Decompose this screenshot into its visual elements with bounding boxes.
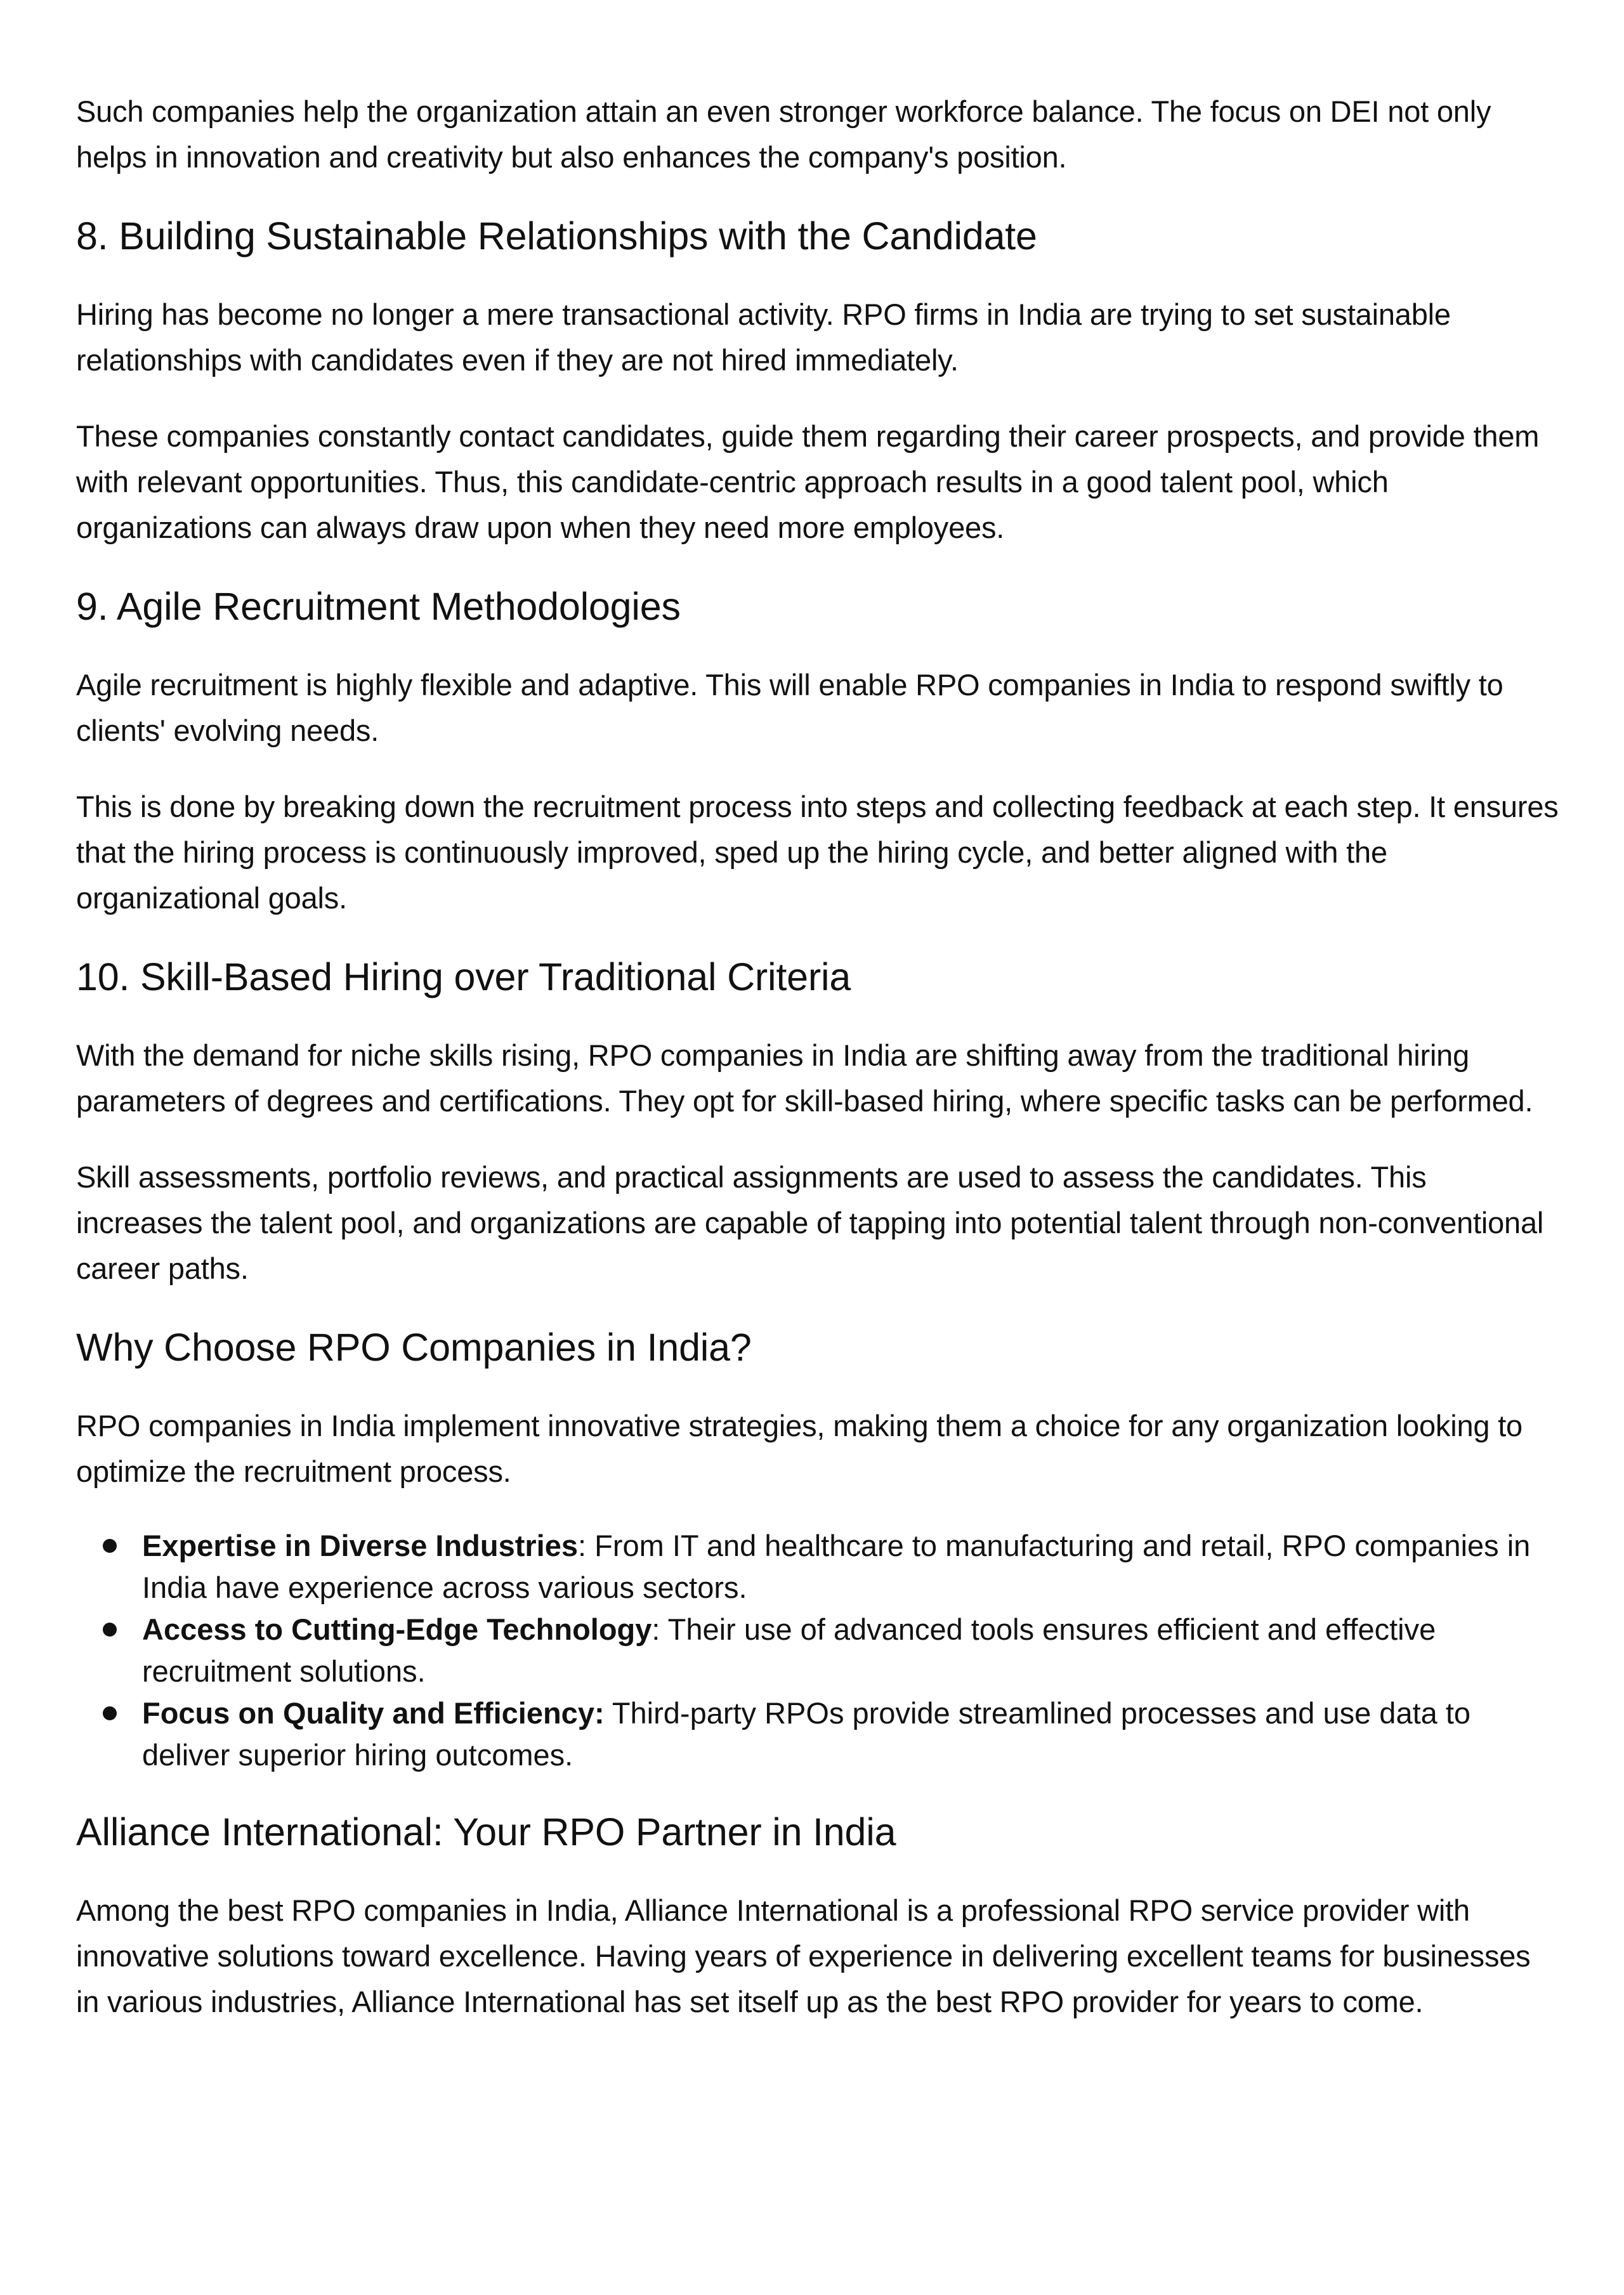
section-10-paragraph-1: With the demand for niche skills rising, RPO companies in India are shifting away from the traditional hiring parameters of degrees and certifications. They opt for skill-based hiring, where specific tasks can be performed. xyxy=(76,1038,1533,1118)
list-item-text: Third-party RPOs provide streamlined processes and use data to deliver superior hiring outcomes. xyxy=(142,1696,1471,1772)
benefits-list xyxy=(76,1525,1561,1776)
section-8-paragraph-1: Hiring has become no longer a mere transactional activity. RPO firms in India are trying to set sustainable relationships with candidates even if they are not hired immediately. xyxy=(76,298,1451,377)
section-8-paragraph-2: These companies constantly contact candidates, guide them regarding their career prospects, and provide them with relevant opportunities. Thus, this candidate-centric approach results in a good talent pool, which organizations can always draw upon when they need more employees. xyxy=(76,419,1540,544)
section-9-heading: 9. Agile Recruitment Methodologies xyxy=(76,585,681,628)
list-item-text: : From IT and healthcare to manufacturing and retail, RPO companies in India have experience across various sectors. xyxy=(142,1529,1531,1604)
section-10-heading: 10. Skill-Based Hiring over Traditional Criteria xyxy=(76,955,851,998)
bullet-icon xyxy=(103,1623,117,1637)
alliance-paragraph: Among the best RPO companies in India, Alliance International is a professional RPO service provider with innovative solutions toward excellence. Having years of experience in delivering excellent teams for businesses in various industries, Alliance International has set itself up as the best RPO provider for years to come. xyxy=(76,1893,1531,2018)
list-item xyxy=(76,1525,1561,1609)
list-item xyxy=(76,1609,1561,1692)
bullet-icon xyxy=(103,1706,117,1720)
document-page xyxy=(76,89,1561,2025)
list-item xyxy=(76,1692,1561,1776)
list-item-bold: Focus on Quality and Efficiency: xyxy=(142,1696,605,1730)
section-9-paragraph-2: This is done by breaking down the recruitment process into steps and collecting feedback at each step. It ensures that the hiring process is continuously improved, sped up the hiring cycle, and better aligned with the organizational goals. xyxy=(76,790,1559,915)
intro-paragraph: Such companies help the organization attain an even stronger workforce balance. The focus on DEI not only helps in innovation and creativity but also enhances the company's position. xyxy=(76,95,1491,174)
why-choose-paragraph: RPO companies in India implement innovative strategies, making them a choice for any organization looking to optimize the recruitment process. xyxy=(76,1409,1523,1488)
list-item-text: : Their use of advanced tools ensures efficient and effective recruitment solutions. xyxy=(142,1612,1436,1688)
alliance-heading: Alliance International: Your RPO Partner in India xyxy=(76,1810,896,1854)
section-10-paragraph-2: Skill assessments, portfolio reviews, and practical assignments are used to assess the candidates. This increases the talent pool, and organizations are capable of tapping into potential talent through non-conventional career paths. xyxy=(76,1160,1544,1285)
list-item-bold: Expertise in Diverse Industries xyxy=(142,1529,579,1562)
why-choose-heading: Why Choose RPO Companies in India? xyxy=(76,1326,752,1369)
section-8-heading: 8. Building Sustainable Relationships with the Candidate xyxy=(76,214,1037,258)
list-item-bold: Access to Cutting-Edge Technology xyxy=(142,1612,652,1646)
section-9-paragraph-1: Agile recruitment is highly flexible and adaptive. This will enable RPO companies in India to respond swiftly to clients' evolving needs. xyxy=(76,668,1503,747)
bullet-icon xyxy=(103,1539,117,1553)
